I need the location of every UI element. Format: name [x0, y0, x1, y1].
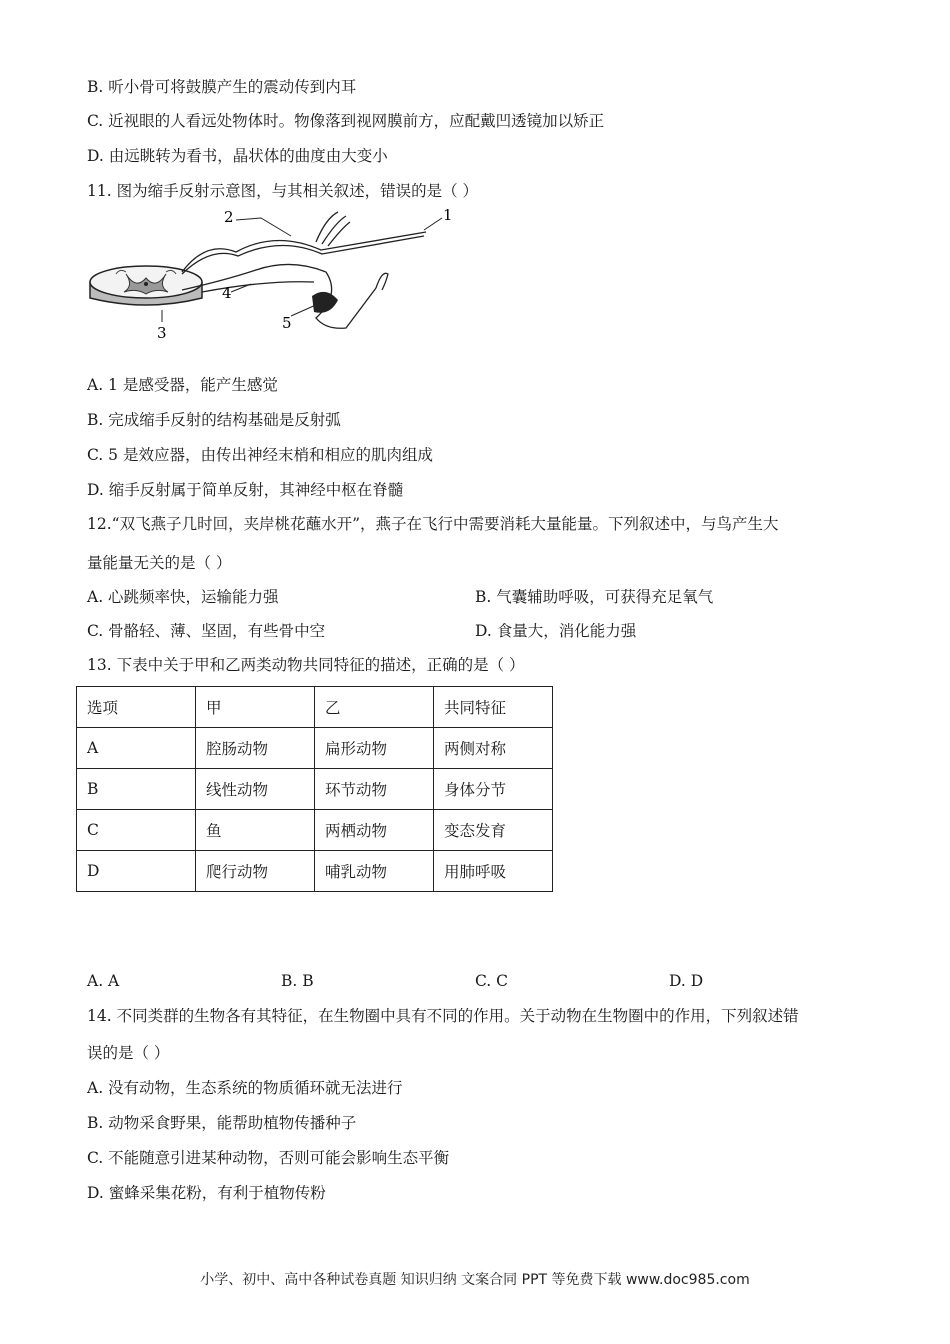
- q13-option-a: A. A: [87, 972, 120, 990]
- figure-label-2: 2: [224, 208, 234, 226]
- q14-option-d: D. 蜜蜂采集花粉，有利于植物传粉: [87, 1184, 326, 1202]
- q14-stem-line1: 14. 不同类群的生物各有其特征，在生物圈中具有不同的作用。关于动物在生物圈中的作用，下列叙述错: [87, 1007, 799, 1025]
- reflex-arc-figure: [86, 200, 456, 345]
- muscle-illustration: [312, 292, 338, 313]
- table-cell: 鱼: [196, 810, 315, 851]
- table-cell: 腔肠动物: [196, 728, 315, 769]
- table-cell: C: [77, 810, 196, 851]
- table-cell: D: [77, 851, 196, 892]
- table-row: [77, 728, 553, 769]
- table-cell: 两栖动物: [315, 810, 434, 851]
- q11-option-b: B. 完成缩手反射的结构基础是反射弧: [87, 411, 341, 429]
- table-cell: 哺乳动物: [315, 851, 434, 892]
- figure-label-5: 5: [282, 314, 292, 332]
- table-cell: B: [77, 769, 196, 810]
- table-header-row: [77, 687, 553, 728]
- page-footer: 小学、初中、高中各种试卷真题 知识归纳 文案合同 PPT 等免费下载 www.doc985.com: [200, 1272, 750, 1288]
- table-cell: 爬行动物: [196, 851, 315, 892]
- table-row: [77, 851, 553, 892]
- q10-option-d: D. 由远眺转为看书，晶状体的曲度由大变小: [87, 147, 388, 165]
- q11-option-c: C. 5 是效应器，由传出神经末梢和相应的肌肉组成: [87, 446, 433, 464]
- q13-option-b: B. B: [281, 972, 314, 990]
- q14-stem-line2: 误的是（ ）: [87, 1044, 170, 1062]
- q12-option-d: D. 食量大，消化能力强: [475, 622, 637, 640]
- figure-label-3: 3: [157, 324, 167, 342]
- q11-stem: 11. 图为缩手反射示意图，与其相关叙述，错误的是（ ）: [87, 182, 479, 200]
- table-header-cell: 乙: [315, 687, 434, 728]
- table-cell: 用肺呼吸: [434, 851, 553, 892]
- table-header-cell: 选项: [77, 687, 196, 728]
- q13-option-c: C. C: [475, 972, 509, 990]
- q11-option-d: D. 缩手反射属于简单反射，其神经中枢在脊髓: [87, 481, 404, 499]
- figure-label-4: 4: [222, 284, 232, 302]
- nerve-paths: [182, 212, 426, 328]
- q13-stem: 13. 下表中关于甲和乙两类动物共同特征的描述，正确的是（ ）: [87, 656, 525, 674]
- table-cell: 扁形动物: [315, 728, 434, 769]
- table-cell: 身体分节: [434, 769, 553, 810]
- table-header-cell: 共同特征: [434, 687, 553, 728]
- q12-option-a: A. 心跳频率快，运输能力强: [87, 588, 279, 606]
- table-cell: 线性动物: [196, 769, 315, 810]
- q13-table: [76, 686, 553, 892]
- table-header-cell: 甲: [196, 687, 315, 728]
- q11-option-a: A. 1 是感受器，能产生感觉: [87, 376, 278, 394]
- q12-option-b: B. 气囊辅助呼吸，可获得充足氧气: [475, 588, 714, 606]
- q14-option-b: B. 动物采食野果，能帮助植物传播种子: [87, 1114, 357, 1132]
- q10-option-b: B. 听小骨可将鼓膜产生的震动传到内耳: [87, 78, 357, 96]
- q13-option-d: D. D: [669, 972, 704, 990]
- table-row: [77, 810, 553, 851]
- table-row: [77, 769, 553, 810]
- table-cell: 环节动物: [315, 769, 434, 810]
- q10-option-c: C. 近视眼的人看远处物体时。物像落到视网膜前方，应配戴凹透镜加以矫正: [87, 112, 605, 130]
- figure-label-1: 1: [443, 206, 453, 224]
- table-cell: A: [77, 728, 196, 769]
- q12-stem-line1: 12.“双飞燕子几时回，夹岸桃花蘸水开”，燕子在飞行中需要消耗大量能量。下列叙述中，与鸟产生大: [87, 515, 779, 533]
- q14-option-a: A. 没有动物，生态系统的物质循环就无法进行: [87, 1079, 403, 1097]
- table-cell: 两侧对称: [434, 728, 553, 769]
- q14-option-c: C. 不能随意引进某种动物，否则可能会影响生态平衡: [87, 1149, 450, 1167]
- table-cell: 变态发育: [434, 810, 553, 851]
- q12-stem-line2: 量能量无关的是（ ）: [87, 554, 232, 572]
- q12-option-c: C. 骨骼轻、薄、坚固，有些骨中空: [87, 622, 326, 640]
